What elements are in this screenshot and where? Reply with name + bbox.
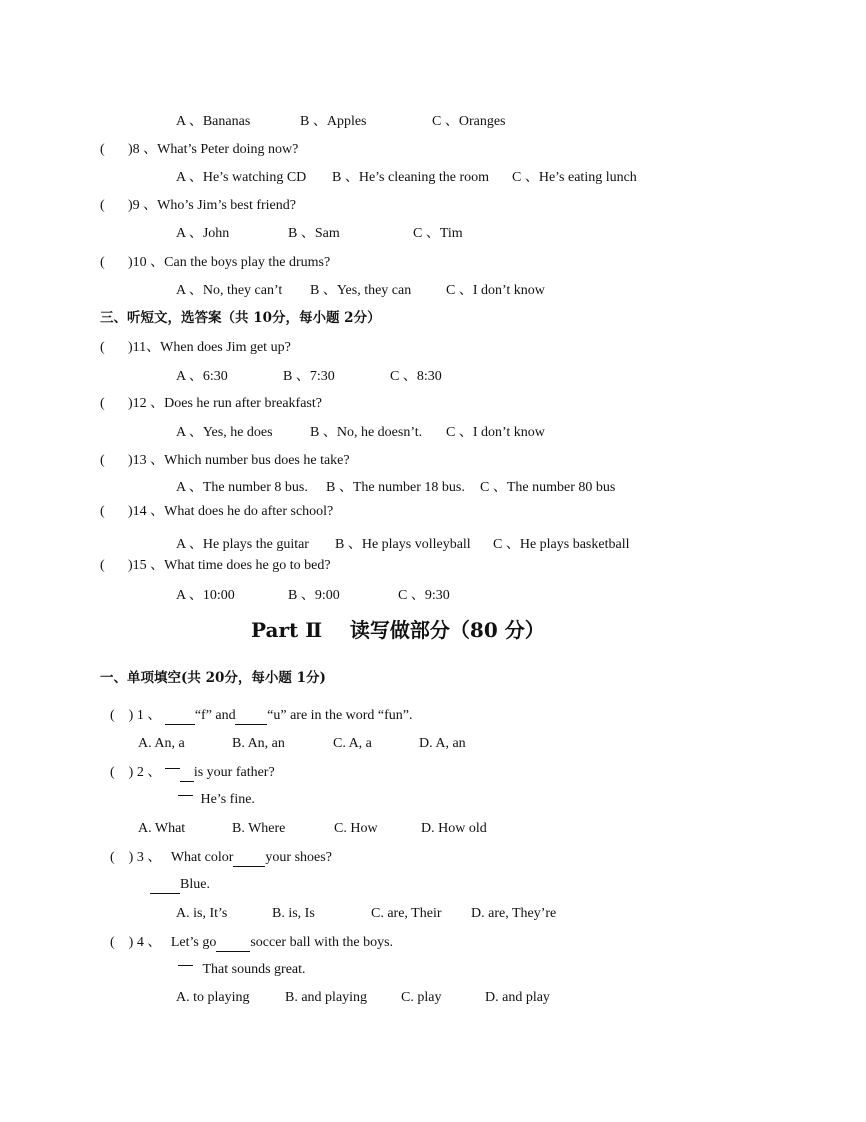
item-3-stem bbox=[110, 849, 332, 867]
q9-paren: ( bbox=[100, 198, 105, 213]
item-2-option-b: B. Where bbox=[232, 821, 286, 836]
q8-option-c: C 、He’s eating lunch bbox=[512, 170, 637, 185]
item-2-option-a: A. What bbox=[138, 821, 186, 836]
q15-stem: )15 、What time does he go to bed? bbox=[128, 558, 331, 573]
q10-option-c: C 、I don’t know bbox=[446, 283, 545, 298]
q10-paren: ( bbox=[100, 255, 105, 270]
q12-option-c: C 、I don’t know bbox=[446, 425, 545, 440]
item-3-reply-text: Blue. bbox=[180, 877, 210, 892]
item-2-reply-dash bbox=[178, 795, 193, 796]
q12-option-b: B 、No, he doesn’t. bbox=[310, 425, 423, 440]
item-4-stem bbox=[110, 934, 393, 952]
item-1-stem bbox=[110, 707, 413, 725]
item-4-text-2: soccer ball with the boys. bbox=[250, 935, 394, 950]
q12-paren: ( bbox=[100, 396, 105, 411]
item-1-number: ( ) 1 、 bbox=[110, 708, 162, 723]
q8-option-b: B 、He’s cleaning the room bbox=[332, 170, 490, 185]
q15-option-b: B 、9:00 bbox=[288, 588, 340, 603]
q9-option-b: B 、Sam bbox=[288, 226, 340, 241]
q10-option-b: B 、Yes, they can bbox=[310, 283, 412, 298]
item-4-option-b: B. and playing bbox=[285, 990, 368, 1005]
q10-stem: )10 、Can the boys play the drums? bbox=[128, 255, 331, 270]
item-2-text-1: is your father? bbox=[193, 765, 275, 780]
q11-option-a: A 、6:30 bbox=[176, 369, 228, 384]
q8-paren: ( bbox=[100, 142, 105, 157]
item-1-option-b: B. An, an bbox=[232, 736, 285, 751]
q11-paren: ( bbox=[100, 340, 105, 355]
item-3-text-1: What color bbox=[170, 850, 234, 865]
q7-option-a: A 、Bananas bbox=[176, 114, 251, 129]
q11-option-c: C 、8:30 bbox=[390, 369, 442, 384]
q13-option-b: B 、The number 18 bus. bbox=[326, 480, 465, 495]
item-2-stem bbox=[110, 764, 275, 782]
q15-option-a: A 、10:00 bbox=[176, 588, 235, 603]
item-4-option-d: D. and play bbox=[485, 990, 550, 1005]
item-3-reply bbox=[150, 876, 210, 894]
item-2-number: ( ) 2 、 bbox=[110, 765, 162, 780]
item-2-dash bbox=[165, 768, 180, 769]
item-4-number: ( ) 4 、 bbox=[110, 935, 162, 950]
q11-option-b: B 、7:30 bbox=[283, 369, 335, 384]
q15-paren: ( bbox=[100, 558, 105, 573]
item-1-option-c: C. A, a bbox=[333, 736, 372, 751]
item-4-text-1: Let’s go bbox=[170, 935, 217, 950]
item-3-blank bbox=[233, 852, 265, 867]
item-2-reply-text: He’s fine. bbox=[200, 792, 255, 807]
item-3-text-2: your shoes? bbox=[265, 850, 332, 865]
item-2-option-c: C. How bbox=[334, 821, 378, 836]
q13-paren: ( bbox=[100, 453, 105, 468]
q11-stem: )11、When does Jim get up? bbox=[128, 340, 291, 355]
item-3-option-c: C. are, Their bbox=[371, 906, 442, 921]
part-2-title: Part Ⅱ 读写做部分（80 分） bbox=[251, 618, 545, 642]
item-4-blank bbox=[216, 937, 250, 952]
item-2-reply bbox=[178, 791, 255, 809]
q14-option-a: A 、He plays the guitar bbox=[176, 537, 309, 552]
q8-option-a: A 、He’s watching CD bbox=[176, 170, 307, 185]
section-3-heading: 三、听短文，选答案（共 10分，每小题 2分） bbox=[100, 310, 381, 326]
item-2-option-d: D. How old bbox=[421, 821, 487, 836]
item-3-number: ( ) 3 、 bbox=[110, 850, 162, 865]
item-4-reply bbox=[178, 961, 306, 979]
q13-option-a: A 、The number 8 bus. bbox=[176, 480, 308, 495]
q14-option-b: B 、He plays volleyball bbox=[335, 537, 471, 552]
item-1-option-a: A. An, a bbox=[138, 736, 185, 751]
item-1-text-1: “f” and bbox=[194, 708, 236, 723]
item-2-blank bbox=[180, 767, 194, 782]
q15-option-c: C 、9:30 bbox=[398, 588, 450, 603]
item-4-option-a: A. to playing bbox=[176, 990, 250, 1005]
item-4-reply-dash bbox=[178, 965, 193, 966]
q9-stem: )9 、Who’s Jim’s best friend? bbox=[128, 198, 296, 213]
q14-stem: )14 、What does he do after school? bbox=[128, 504, 334, 519]
item-4-option-c: C. play bbox=[401, 990, 442, 1005]
item-4-reply-text: That sounds great. bbox=[202, 962, 306, 977]
q7-option-b: B 、Apples bbox=[300, 114, 367, 129]
q9-option-c: C 、Tim bbox=[413, 226, 463, 241]
q13-stem: )13 、Which number bus does he take? bbox=[128, 453, 350, 468]
item-1-text-2: “u” are in the word “fun”. bbox=[267, 708, 413, 723]
item-1-option-d: D. A, an bbox=[419, 736, 466, 751]
q9-option-a: A 、John bbox=[176, 226, 230, 241]
section-1-heading: 一、单项填空(共 20分，每小题 1分) bbox=[100, 670, 326, 686]
q13-option-c: C 、The number 80 bus bbox=[480, 480, 616, 495]
item-3-reply-blank bbox=[150, 879, 180, 894]
item-1-blank-1 bbox=[165, 710, 195, 725]
q10-option-a: A 、No, they can’t bbox=[176, 283, 283, 298]
q7-option-c: C 、Oranges bbox=[432, 114, 506, 129]
q12-stem: )12 、Does he run after breakfast? bbox=[128, 396, 322, 411]
item-3-option-b: B. is, Is bbox=[272, 906, 315, 921]
item-1-blank-2 bbox=[235, 710, 267, 725]
item-3-option-d: D. are, They’re bbox=[471, 906, 557, 921]
q14-option-c: C 、He plays basketball bbox=[493, 537, 630, 552]
q8-stem: )8 、What’s Peter doing now? bbox=[128, 142, 299, 157]
item-3-option-a: A. is, It’s bbox=[176, 906, 228, 921]
q14-paren: ( bbox=[100, 504, 105, 519]
q12-option-a: A 、Yes, he does bbox=[176, 425, 273, 440]
